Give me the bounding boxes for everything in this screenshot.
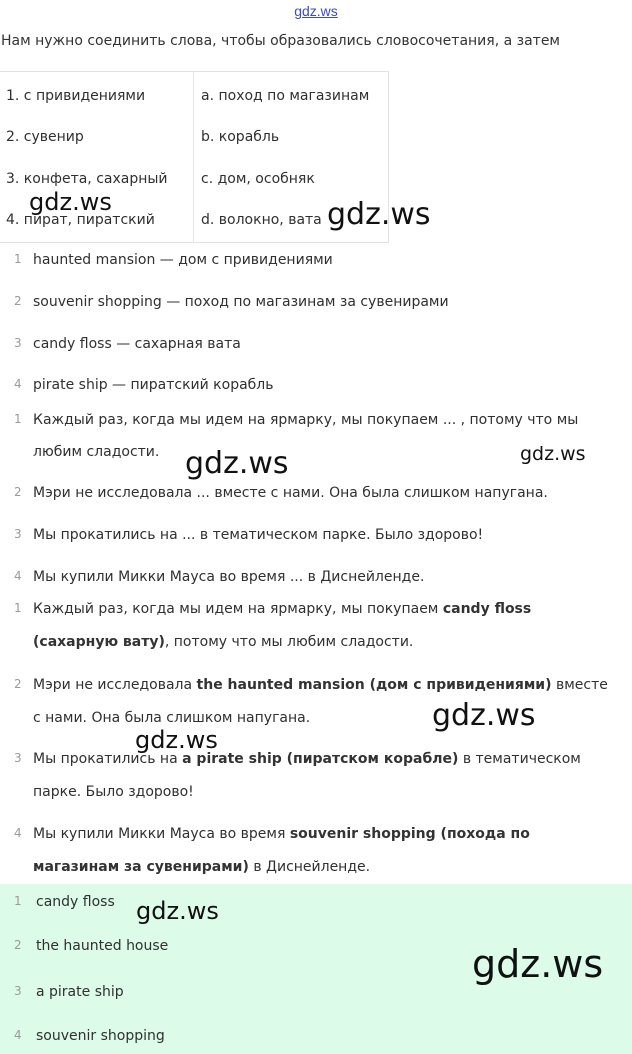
item-text bbox=[33, 669, 626, 702]
table-cell-left: 4. пират, пиратский bbox=[6, 212, 155, 228]
item-text bbox=[33, 593, 626, 626]
text-bold: souvenir shopping (похода по bbox=[289, 826, 530, 842]
item-number: 2 bbox=[14, 294, 22, 308]
item-text-line2: с нами. Она была слишком напугана. bbox=[33, 710, 311, 726]
item-text bbox=[33, 818, 626, 851]
item-text: Мэри не исследовала ... вместе с нами. Она была слишком напугана. bbox=[33, 485, 548, 501]
watermark: gdz.ws bbox=[29, 188, 112, 216]
text-plain: Мэри не исследовала bbox=[33, 677, 197, 693]
site-link[interactable]: gdz.ws bbox=[294, 3, 338, 19]
item-text-line2: любим сладости. bbox=[33, 444, 160, 460]
table-cell-left: 2. сувенир bbox=[6, 129, 84, 145]
item-text: the haunted house bbox=[36, 938, 169, 954]
item-number: 2 bbox=[14, 938, 22, 952]
item-number: 4 bbox=[14, 569, 22, 583]
item-number: 1 bbox=[14, 412, 22, 426]
table-cell-left: 1. с привидениями bbox=[6, 88, 146, 104]
table-cell-right: d. волокно, вата bbox=[201, 212, 322, 228]
item-number: 2 bbox=[14, 485, 22, 499]
text-plain: Мы прокатились на bbox=[33, 751, 183, 767]
item-text: Мы купили Микки Мауса во время ... в Диснейленде. bbox=[33, 569, 425, 585]
table-row bbox=[0, 81, 388, 111]
item-number: 4 bbox=[14, 826, 22, 840]
item-number: 1 bbox=[14, 894, 22, 908]
item-number: 1 bbox=[14, 252, 22, 266]
table-cell-right: a. поход по магазинам bbox=[201, 88, 370, 104]
item-text: a pirate ship bbox=[36, 984, 124, 1000]
item-text: candy floss bbox=[36, 894, 115, 910]
text-bold: (сахарную вату) bbox=[33, 634, 165, 650]
item-number: 3 bbox=[14, 984, 22, 998]
item-number: 4 bbox=[14, 1028, 22, 1042]
watermark: gdz.ws bbox=[520, 443, 586, 465]
item-text: pirate ship — пиратский корабль bbox=[33, 377, 274, 393]
table-cell-right: b. корабль bbox=[201, 129, 280, 145]
item-number: 3 bbox=[14, 336, 22, 350]
text-bold: candy floss bbox=[442, 601, 532, 617]
watermark: gdz.ws bbox=[327, 197, 431, 232]
item-number: 1 bbox=[14, 601, 22, 615]
text-plain: в Диснейленде. bbox=[248, 859, 371, 875]
item-text: haunted mansion — дом с привидениями bbox=[33, 252, 333, 268]
text-plain: Мы купили Микки Мауса во время bbox=[33, 826, 290, 842]
watermark: gdz.ws bbox=[135, 726, 218, 754]
table-row bbox=[0, 122, 388, 152]
item-text-line2: парке. Было здорово! bbox=[33, 784, 194, 800]
item-text: candy floss — сахарная вата bbox=[33, 336, 241, 352]
item-number: 3 bbox=[14, 527, 22, 541]
table-cell-right: c. дом, особняк bbox=[201, 171, 315, 187]
item-text: souvenir shopping — поход по магазинам за сувенирами bbox=[33, 294, 449, 310]
watermark: gdz.ws bbox=[432, 698, 536, 733]
watermark: gdz.ws bbox=[472, 942, 604, 986]
item-text: souvenir shopping bbox=[36, 1028, 165, 1044]
watermark: gdz.ws bbox=[185, 446, 289, 481]
item-text-line2 bbox=[33, 626, 626, 659]
text-bold: a pirate ship (пиратском корабле) bbox=[182, 751, 459, 767]
item-text: Каждый раз, когда мы идем на ярмарку, мы покупаем ... , потому что мы bbox=[33, 412, 579, 428]
item-number: 2 bbox=[14, 677, 22, 691]
item-text bbox=[33, 743, 626, 776]
item-number: 3 bbox=[14, 751, 22, 765]
intro-text: Нам нужно соединить слова, чтобы образовались словосочетания, а затем bbox=[1, 33, 560, 49]
watermark: gdz.ws bbox=[136, 897, 219, 925]
text-bold: магазинам за сувенирами) bbox=[33, 859, 249, 875]
item-number: 4 bbox=[14, 377, 22, 391]
text-plain: , потому что мы любим сладости. bbox=[164, 634, 414, 650]
table-cell-left: 3. конфета, сахарный bbox=[6, 171, 168, 187]
item-text: Мы прокатились на ... в тематическом парке. Было здорово! bbox=[33, 527, 484, 543]
text-plain: вместе bbox=[551, 677, 608, 693]
text-bold: the haunted mansion (дом с привидениями) bbox=[196, 677, 552, 693]
item-text-line2 bbox=[33, 851, 626, 884]
text-plain: Каждый раз, когда мы идем на ярмарку, мы покупаем bbox=[33, 601, 443, 617]
text-plain: в тематическом bbox=[458, 751, 581, 767]
